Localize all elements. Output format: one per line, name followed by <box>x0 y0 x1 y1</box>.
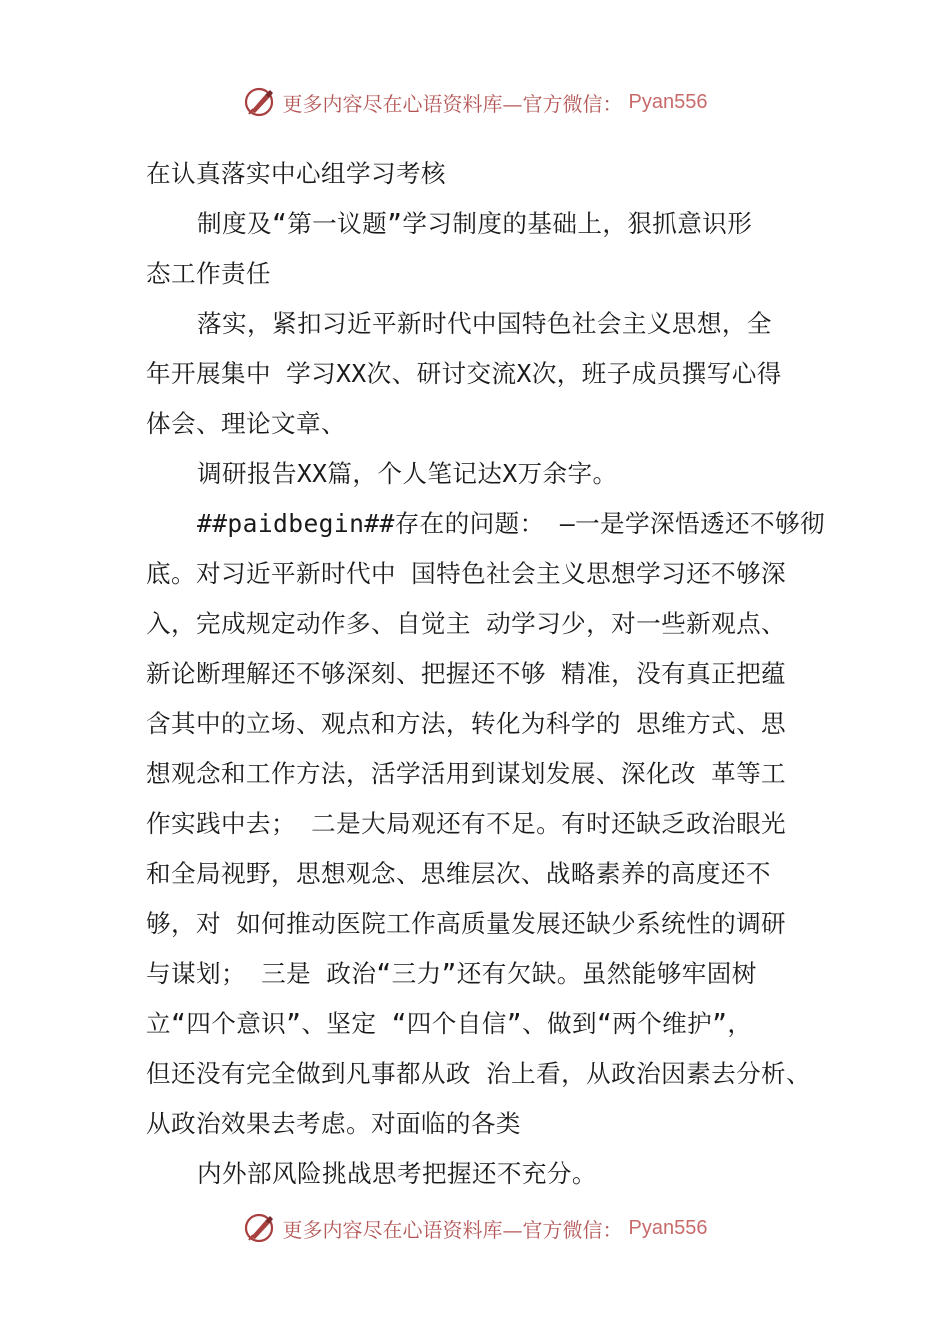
pen-logo-icon <box>243 1211 277 1245</box>
text-line: 想观念和工作方法，活学活用到谋划发展、深化改 革等工 <box>146 759 787 788</box>
text-line: 但还没有完全做到凡事都从政 治上看，从政治因素去分析、 <box>146 1059 812 1088</box>
watermark-text: 更多内容尽在心语资料库—官方微信： <box>282 91 623 116</box>
text-line: 内外部风险挑战思考把握还不充分。 <box>197 1159 597 1188</box>
text-line: 制度及“第一议题”学习制度的基础上，狠抓意识形 <box>197 209 753 238</box>
text-line: 在认真落实中心组学习考核 <box>146 159 446 188</box>
text-line: 体会、理论文章、 <box>146 409 346 438</box>
text-line: 作实践中去； 二是大局观还有不足。有时还缺乏政治眼光 <box>146 809 787 838</box>
text-line: 新论断理解还不够深刻、把握还不够 精准，没有真正把蕴 <box>146 659 787 688</box>
text-line: 立“四个意识”、坚定 “四个自信”、做到“两个维护”， <box>146 1009 753 1038</box>
text-line: 够，对 如何推动医院工作高质量发展还缺少系统性的调研 <box>146 909 787 938</box>
text-line: 与谋划； 三是 政治“三力”还有欠缺。虽然能够牢固树 <box>146 959 757 988</box>
text-line: 态工作责任 <box>146 259 271 288</box>
text-line: 从政治效果去考虑。对面临的各类 <box>146 1109 521 1138</box>
watermark-header <box>0 82 950 122</box>
text-line: 底。对习近平新时代中 国特色社会主义思想学习还不够深 <box>146 559 787 588</box>
text-line: 年开展集中 学习XX次、研讨交流X次，班子成员撰写心得 <box>146 359 782 388</box>
watermark-wechat-id: Pyan556 <box>628 90 708 113</box>
text-line: 含其中的立场、观点和方法，转化为科学的 思维方式、思 <box>146 709 787 738</box>
text-line: 入，完成规定动作多、自觉主 动学习少，对一些新观点、 <box>146 609 787 638</box>
document-body <box>146 149 836 1199</box>
text-line: 调研报告XX篇，个人笔记达X万余字。 <box>197 459 618 488</box>
watermark-footer <box>0 1208 950 1248</box>
text-line: ##paidbegin##存在的问题： —一是学深悟透还不够彻 <box>197 509 826 538</box>
text-line: 和全局视野，思想观念、思维层次、战略素养的高度还不 <box>146 859 771 888</box>
pen-logo-icon <box>243 85 277 119</box>
watermark-wechat-id: Pyan556 <box>628 1216 708 1239</box>
text-line: 落实，紧扣习近平新时代中国特色社会主义思想，全 <box>197 309 772 338</box>
watermark-text: 更多内容尽在心语资料库—官方微信： <box>282 1217 623 1242</box>
